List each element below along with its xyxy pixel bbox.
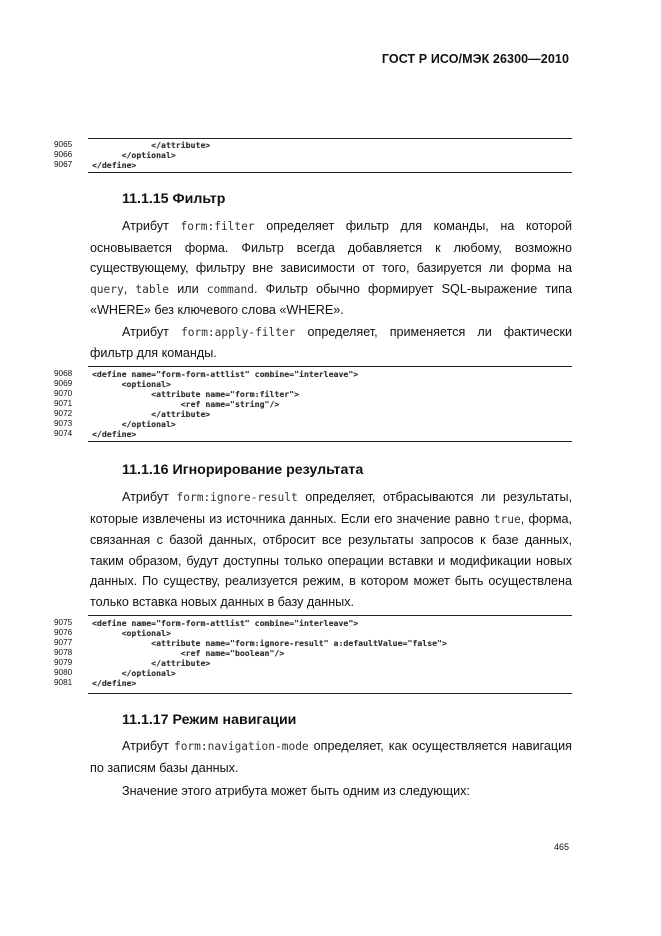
paragraph: [90, 216, 572, 364]
code-term: table: [135, 282, 170, 296]
line-number: 9079: [54, 658, 73, 667]
code-term: command: [206, 282, 254, 296]
code-text: </optional>: [92, 419, 176, 429]
section-heading: 11.1.16 Игнорирование результата: [122, 462, 364, 478]
line-number: 9065: [54, 140, 73, 149]
section-heading: 11.1.15 Фильтр: [122, 191, 226, 207]
code-top-rule: [88, 615, 572, 616]
paragraph-text: Атрибут form:filter определяет фильтр для команды, на которой основывается форма. Фильтр всегда добавляется к любому, возможно существующему, фильтру вне зависимости от того, базируется ли форма на query, table или command. Фильтр обычно формирует SQL-выражение типа «WHERE» без ключевого слова «WHERE».: [90, 219, 572, 317]
line-number: 9070: [54, 389, 73, 398]
line-number: 9080: [54, 668, 73, 677]
page-number: 465: [553, 842, 569, 852]
code-term: form:apply-filter: [180, 325, 296, 339]
code-text: </attribute>: [92, 140, 211, 150]
code-bottom-rule: [88, 172, 572, 173]
code-top-rule: [88, 138, 572, 139]
line-number: 9067: [54, 160, 73, 169]
code-text: <ref name="boolean"/>: [92, 648, 285, 658]
section-heading: 11.1.17 Режим навигации: [122, 712, 297, 728]
code-text: </define>: [92, 678, 137, 688]
paragraph: [90, 736, 572, 802]
code-term: form:ignore-result: [176, 491, 298, 504]
code-top-rule: [88, 366, 572, 367]
code-text: <attribute name="form:ignore-result" a:defaultValue="false">: [92, 638, 447, 648]
line-number: 9074: [54, 429, 73, 438]
paragraph-text: Атрибут form:apply-filter определяет, применяется ли фактически фильтр для команды.: [90, 324, 573, 360]
line-number: 9078: [54, 648, 73, 657]
line-number: 9068: [54, 369, 73, 378]
code-text: <define name="form-form-attlist" combine="interleave">: [92, 618, 359, 628]
code-term: query: [90, 282, 124, 296]
code-text: <attribute name="form:filter">: [92, 389, 300, 399]
code-term: form:filter: [180, 220, 255, 233]
line-number: 9072: [54, 409, 73, 418]
line-number: 9077: [54, 638, 73, 647]
code-term: true: [493, 512, 521, 526]
code-text: </define>: [92, 429, 137, 439]
paragraph: [90, 487, 572, 612]
code-text: <define name="form-form-attlist" combine="interleave">: [92, 369, 359, 379]
code-text: </optional>: [92, 150, 176, 160]
code-text: <optional>: [92, 379, 171, 389]
code-text: </attribute>: [92, 658, 211, 668]
code-bottom-rule: [88, 693, 572, 694]
paragraph-text: Значение этого атрибута может быть одним из следующих:: [122, 784, 470, 798]
line-number: 9073: [54, 419, 73, 428]
code-term: form:navigation-mode: [173, 740, 309, 753]
code-text: </define>: [92, 160, 137, 170]
line-number: 9076: [54, 628, 73, 637]
code-text: </attribute>: [92, 409, 211, 419]
line-number: 9066: [54, 150, 73, 159]
line-number: 9081: [54, 678, 73, 687]
code-text: <ref name="string"/>: [92, 399, 280, 409]
line-number: 9069: [54, 379, 73, 388]
code-text: </optional>: [92, 668, 176, 678]
line-number: 9071: [54, 399, 73, 408]
paragraph-text: Атрибут form:ignore-result определяет, отбрасываются ли результаты, которые извлечены из источника данных. Если его значение равно true, форма, связанная с базой данных, отбросит все результаты запросов к базе данных, таким образом, будут доступны только операции вставки и модификации новых данных. По существу, реализуется режим, в котором может быть осуществлена только вставка новых данных в базу данных.: [90, 490, 572, 609]
document-header: ГОСТ Р ИСО/МЭК 26300—2010: [381, 52, 569, 66]
code-bottom-rule: [88, 441, 572, 442]
line-number: 9075: [54, 618, 73, 627]
code-text: <optional>: [92, 628, 171, 638]
paragraph-text: Атрибут form:navigation-mode определяет, как осуществляется навигация по записям базы данных.: [90, 739, 572, 775]
